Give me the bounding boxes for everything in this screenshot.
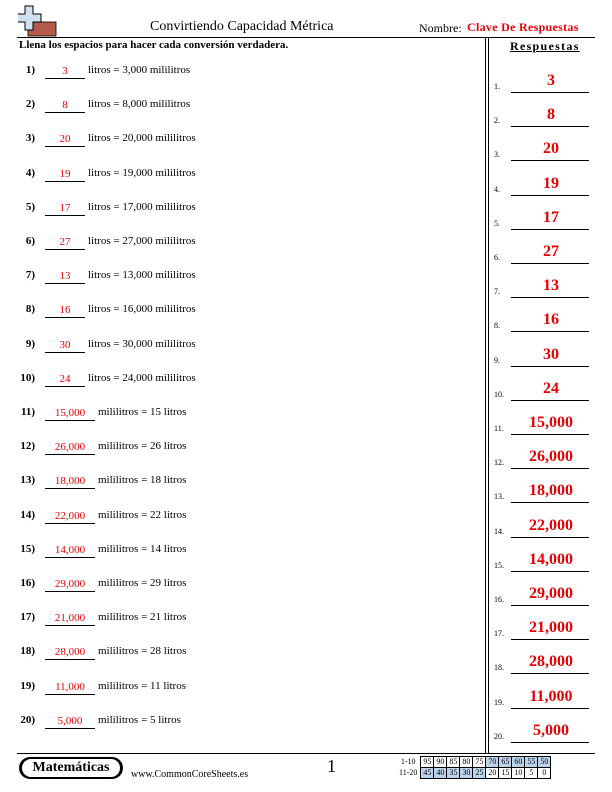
answer-line [511,263,589,264]
answer-number: 9. [494,355,500,365]
answer-value: 3 [547,72,555,89]
page-number: 1 [327,756,336,776]
answer-line [511,229,589,230]
answer-value: 15,000 [529,414,573,431]
answer-value: 27 [543,243,559,260]
score-cell: 35 [447,768,460,779]
question-text: mililitros = 21 litros [98,611,187,624]
answer-value: 13 [543,277,559,295]
score-row [397,757,551,768]
column-divider [485,37,486,753]
answer-number: 15. [494,560,504,570]
answer-number: 6. [494,253,500,262]
score-cell: 80 [460,757,473,768]
question-number: 14) [20,508,35,521]
question-number: 5) [25,200,35,213]
answer-value: 26,000 [529,448,573,466]
score-table [397,756,551,779]
question-text: litros = 13,000 mililitros [88,269,196,282]
score-cell: 30 [460,768,473,779]
answer-number: 17. [494,629,504,639]
answer-blank: 3 [45,64,85,79]
question-text: litros = 8,000 mililitros [88,98,191,111]
question-number: 19) [20,679,35,692]
answer-blank: 26,000 [45,440,95,455]
question-text: mililitros = 14 litros [98,542,187,555]
answer-line [511,639,589,640]
site-url: www.CommonCoreSheets.es [131,769,249,780]
score-cell: 0 [538,768,551,779]
answer-blank: 22,000 [45,509,95,524]
answer-number: 4. [494,184,500,194]
answer-value: 5,000 [533,721,569,739]
answer-number: 20. [494,731,504,741]
page-title: Convirtiendo Capacidad Métrica [150,19,334,34]
question-number: 1) [25,64,35,76]
question-number: 13) [20,474,35,487]
answer-blank: 27 [45,235,85,250]
answer-blank: 28,000 [45,645,95,660]
question-text: mililitros = 18 litros [98,474,187,487]
answer-number: 12. [494,458,504,468]
answer-line [511,673,589,674]
answer-line [511,502,589,503]
answer-value: 18,000 [529,482,573,500]
answer-value: 29,000 [529,585,573,602]
score-range: 11-20 [399,768,418,777]
answer-number: 1. [494,82,500,91]
instructions: Llena los espacios para hacer cada conversión verdadera. [19,39,289,51]
question-number: 4) [25,166,35,179]
answer-line [511,366,589,367]
answer-value: 19 [543,174,559,192]
question-number: 2) [25,98,35,111]
answer-line [511,92,589,93]
question-number: 7) [25,269,35,282]
answer-line [511,160,589,161]
score-cell: 55 [525,757,538,768]
score-row [397,768,551,779]
score-cell: 45 [421,768,434,779]
answer-number: 3. [494,150,500,160]
score-cell: 50 [538,757,551,768]
answer-value: 17 [543,208,559,226]
answer-line [511,434,589,435]
question-number: 20) [20,713,35,726]
answer-number: 14. [494,526,504,536]
question-text: mililitros = 11 litros [98,679,186,692]
column-divider [488,37,489,753]
answer-value: 20 [543,140,559,158]
answer-value: 21,000 [529,619,573,637]
answer-blank: 8 [45,98,85,113]
score-cell: 40 [434,768,447,779]
name-value: Clave De Respuestas [467,20,579,34]
question-number: 17) [20,611,35,624]
answer-value: 14,000 [529,550,573,568]
score-cell: 90 [434,757,447,768]
score-cell: 5 [525,768,538,779]
answer-line [511,537,589,538]
answer-blank: 17 [45,201,85,216]
question-text: litros = 27,000 mililitros [88,235,196,247]
score-cell: 70 [486,757,499,768]
score-cell: 15 [499,768,512,779]
answer-blank: 5,000 [45,714,95,729]
question-text: mililitros = 5 litros [98,713,181,726]
answer-blank: 16 [45,303,85,318]
answer-line [511,195,589,196]
question-text: litros = 24,000 mililitros [88,371,196,384]
answer-number: 18. [494,663,504,673]
answer-blank: 19 [45,167,85,182]
question-number: 12) [20,440,35,453]
score-cell: 60 [512,757,525,768]
score-cell: 95 [421,757,434,768]
answer-number: 2. [494,116,500,126]
question-number: 8) [25,303,35,316]
answer-number: 13. [494,492,504,502]
answer-number: 16. [494,595,504,604]
question-text: mililitros = 26 litros [98,440,187,453]
answer-number: 19. [494,697,504,707]
question-number: 16) [20,577,35,589]
answer-blank: 15,000 [45,406,95,421]
answer-blank: 14,000 [45,543,95,558]
answer-number: 7. [494,287,500,297]
answer-line [511,571,589,572]
answer-blank: 18,000 [45,474,95,489]
answer-blank: 24 [45,372,85,387]
score-cell: 25 [473,768,486,779]
question-text: mililitros = 22 litros [98,508,187,521]
header-rule [17,37,595,38]
question-text: litros = 17,000 mililitros [88,200,196,213]
score-cell: 20 [486,768,499,779]
question-number: 10) [20,371,35,384]
answer-line [511,468,589,469]
answer-value: 8 [547,106,555,124]
question-number: 18) [20,645,35,658]
answer-blank: 21,000 [45,611,95,626]
question-text: litros = 20,000 mililitros [88,132,196,145]
answer-blank: 29,000 [45,577,95,592]
question-text: mililitros = 15 litros [98,406,187,418]
answers-title: Respuestas [510,39,580,53]
answer-value: 30 [543,345,559,363]
question-text: litros = 30,000 mililitros [88,337,196,350]
score-cell: 65 [499,757,512,768]
answer-value: 28,000 [529,653,573,671]
answer-number: 10. [494,389,504,399]
answer-line [511,605,589,606]
answer-line [511,126,589,127]
question-text: litros = 3,000 mililitros [88,64,191,76]
answer-line [511,331,589,332]
answer-blank: 13 [45,269,85,284]
answer-number: 8. [494,321,500,331]
question-number: 3) [25,132,35,145]
answer-number: 11. [494,424,504,433]
question-number: 6) [25,235,35,247]
question-text: mililitros = 28 litros [98,645,187,658]
answer-number: 5. [494,218,500,228]
answer-blank: 20 [45,132,85,147]
score-cell: 85 [447,757,460,768]
answer-value: 11,000 [529,687,573,705]
question-text: litros = 16,000 mililitros [88,303,196,316]
question-number: 15) [20,542,35,555]
score-range: 1-10 [400,757,416,766]
answer-blank: 30 [45,338,85,353]
answer-value: 16 [543,311,559,329]
answer-line [511,400,589,401]
footer-rule [17,753,595,754]
score-cell: 10 [512,768,525,779]
question-number: 11) [20,406,35,418]
name-label: Nombre: [419,21,462,35]
question-text: mililitros = 29 litros [98,577,187,589]
question-number: 9) [25,337,35,350]
answer-line [511,708,589,709]
answer-value: 22,000 [529,516,573,534]
plus-logo-icon [18,4,58,38]
answer-line [511,297,589,298]
answer-line [511,742,589,743]
score-cell: 75 [473,757,486,768]
answer-blank: 11,000 [45,680,95,695]
question-text: litros = 19,000 mililitros [88,166,196,179]
subject-badge-label: Matemáticas [22,759,120,777]
answer-value: 24 [543,379,559,397]
